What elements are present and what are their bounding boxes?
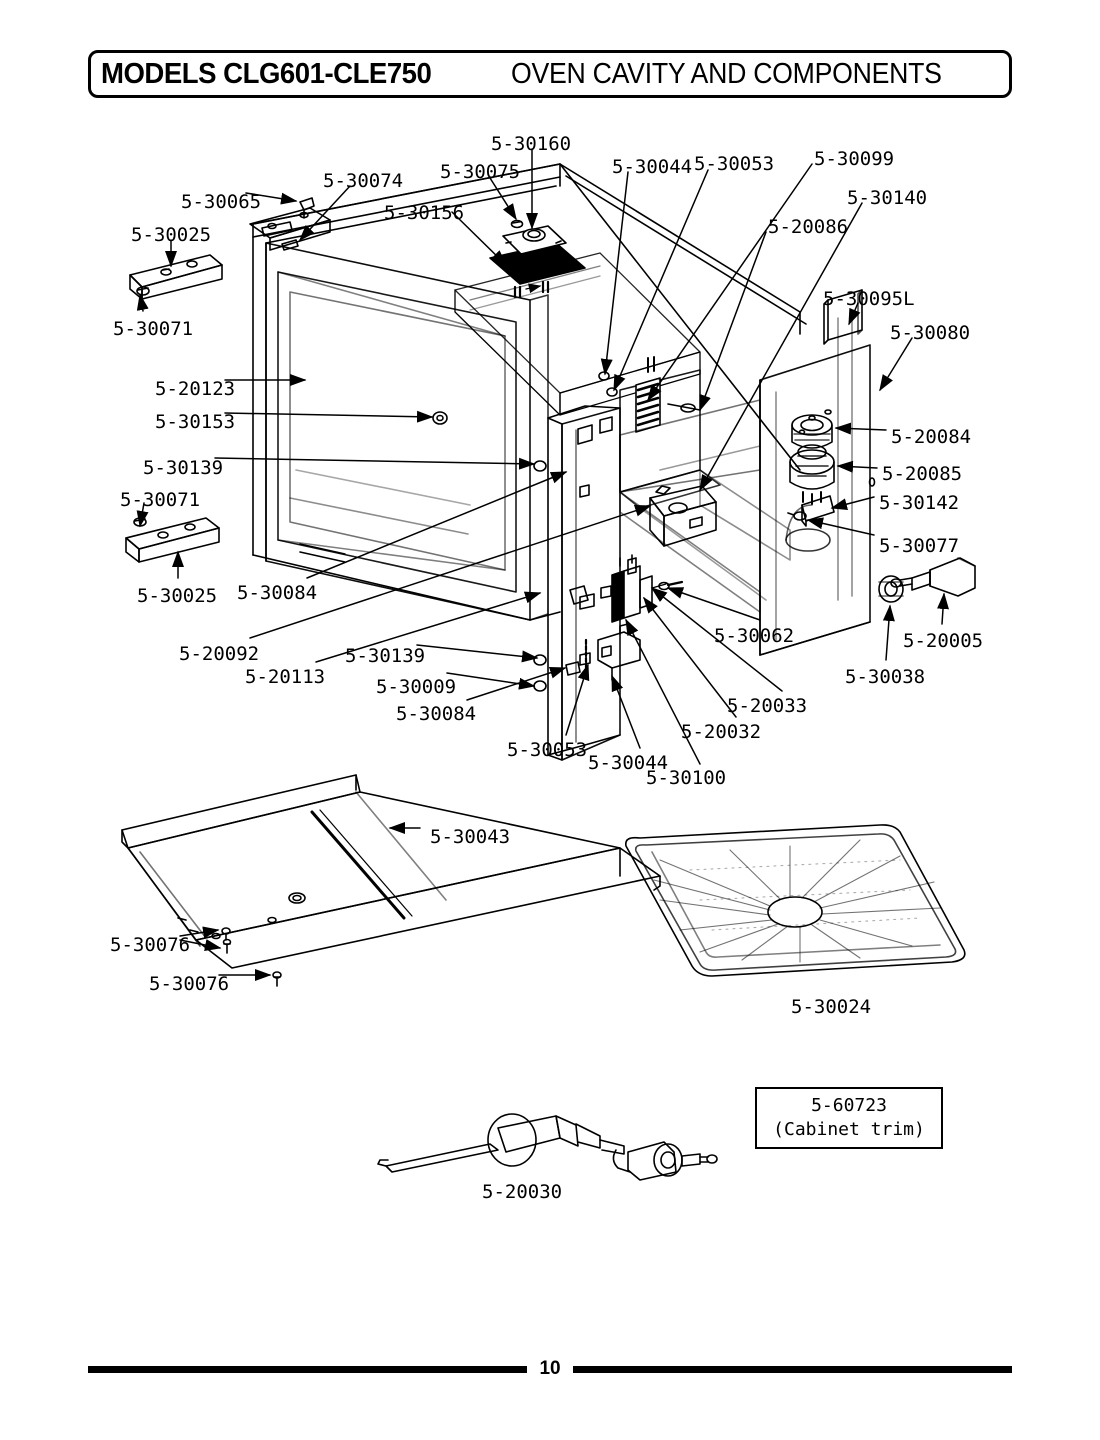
callout-5-20033: 5-20033	[727, 695, 808, 717]
callout-5-30009: 5-30009	[376, 676, 457, 698]
cabinet-trim-note	[755, 1087, 943, 1149]
hinge-bracket-upper	[130, 255, 222, 299]
callout-5-30099: 5-30099	[814, 148, 895, 170]
callout-5-30053: 5-30053	[694, 153, 775, 175]
rear-frame-bracket	[620, 357, 720, 508]
oven-liner-side-panel	[548, 406, 620, 760]
callout-5-30142: 5-30142	[879, 492, 960, 514]
liner-screws	[433, 372, 617, 691]
callout-5-20092: 5-20092	[179, 643, 260, 665]
callout-5-30062: 5-30062	[714, 625, 795, 647]
callout-5-30140: 5-30140	[847, 187, 928, 209]
callout-5-20113: 5-20113	[245, 666, 326, 688]
callout-5-20123: 5-20123	[155, 378, 236, 400]
callout-5-30080: 5-30080	[890, 322, 971, 344]
callout-5-30044: 5-30044	[588, 752, 669, 774]
callout-5-30038: 5-30038	[845, 666, 926, 688]
callout-5-20085: 5-20085	[882, 463, 963, 485]
callout-5-30025: 5-30025	[131, 224, 212, 246]
page-footer	[88, 1358, 1012, 1380]
thermostat-assembly	[490, 226, 585, 297]
callout-5-30095l: 5-30095L	[823, 288, 915, 310]
label-oven-rack: 5-30024	[791, 996, 872, 1018]
callout-5-30074: 5-30074	[323, 170, 404, 192]
callout-5-30156: 5-30156	[384, 202, 465, 224]
probe-igniter-assembly	[378, 1114, 717, 1180]
callout-5-20005: 5-20005	[903, 630, 984, 652]
callout-5-30053: 5-30053	[507, 739, 588, 761]
callout-5-30160: 5-30160	[491, 133, 572, 155]
callout-5-30044: 5-30044	[612, 156, 693, 178]
lamp-holder	[790, 445, 834, 504]
lamp-grommet	[879, 576, 903, 602]
page-number: 10	[539, 1358, 561, 1379]
pan-screws	[222, 928, 281, 986]
oven-bottom-pan	[122, 775, 660, 986]
footer-rule-right	[573, 1366, 1012, 1373]
callout-5-30025: 5-30025	[137, 585, 218, 607]
callout-5-30084: 5-30084	[237, 582, 318, 604]
callout-5-30065: 5-30065	[181, 191, 262, 213]
lamp-receptacle	[792, 415, 832, 448]
callout-5-30076: 5-30076	[110, 934, 191, 956]
callout-5-20086: 5-20086	[768, 216, 849, 238]
cabinet-trim-description: (Cabinet trim)	[773, 1119, 925, 1140]
section-title: OVEN CAVITY AND COMPONENTS	[510, 57, 942, 90]
callout-5-30043: 5-30043	[430, 826, 511, 848]
footer-rule-left	[88, 1366, 527, 1373]
callout-5-30071: 5-30071	[113, 318, 194, 340]
callout-5-30077: 5-30077	[879, 535, 960, 557]
callout-5-30139: 5-30139	[143, 457, 224, 479]
callout-5-30076: 5-30076	[149, 973, 230, 995]
callout-5-30100: 5-30100	[646, 767, 727, 789]
callout-5-30071: 5-30071	[120, 489, 201, 511]
callout-5-30139: 5-30139	[345, 645, 426, 667]
callout-5-30153: 5-30153	[155, 411, 236, 433]
screw-30075	[512, 221, 523, 228]
callout-5-20084: 5-20084	[891, 426, 972, 448]
label-probe: 5-20030	[482, 1181, 563, 1203]
models-title: MODELS CLG601-CLE750	[101, 57, 432, 90]
terminal-switch-cluster	[586, 555, 682, 680]
callout-5-30075: 5-30075	[440, 161, 521, 183]
cabinet-trim-part: 5-60723	[811, 1094, 887, 1116]
callout-5-20032: 5-20032	[681, 721, 762, 743]
oven-liner-left-edge	[500, 295, 548, 620]
callout-5-30084: 5-30084	[396, 703, 477, 725]
oven-rack-panel	[626, 825, 965, 976]
